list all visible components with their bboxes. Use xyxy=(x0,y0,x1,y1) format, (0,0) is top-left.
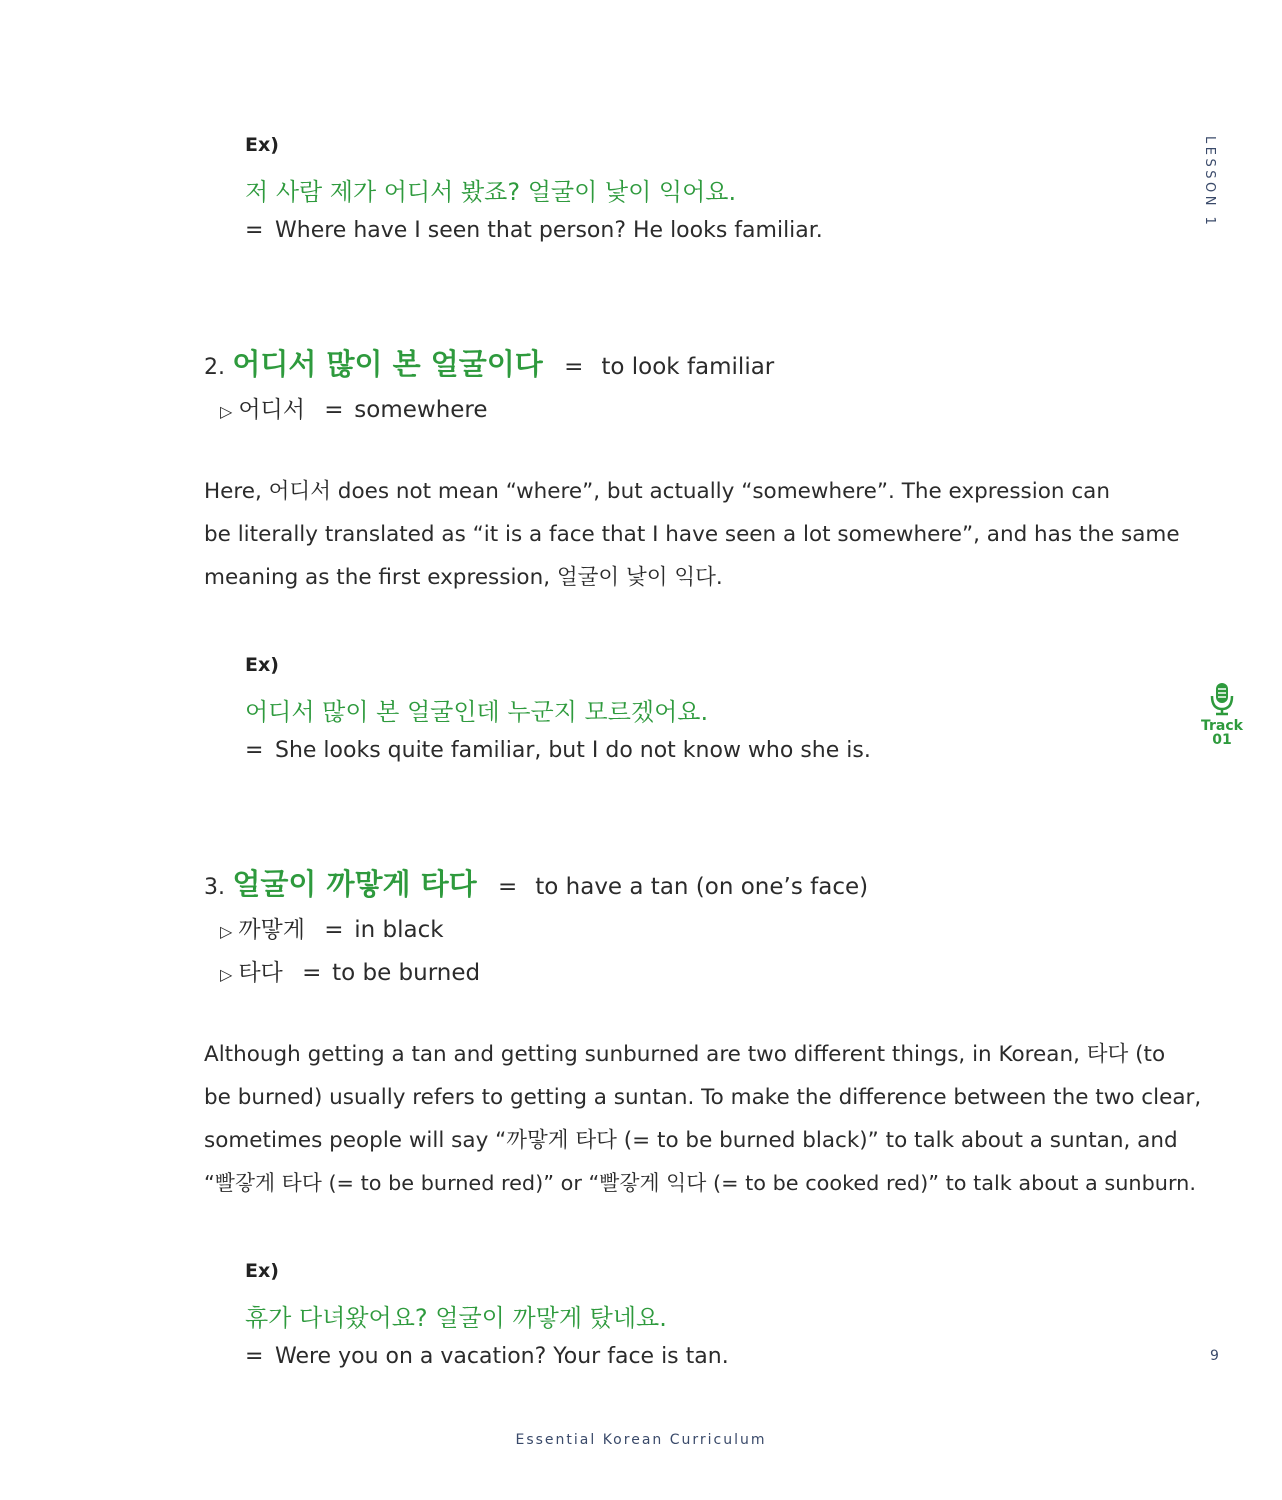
example-english xyxy=(245,218,823,243)
microphone-icon xyxy=(1210,682,1234,716)
explanation-paragraph xyxy=(204,470,1180,599)
vocab-meaning: somewhere xyxy=(354,397,488,423)
example-translation: She looks quite familiar, but I do not know who she is. xyxy=(275,738,871,763)
section-number: 3. xyxy=(204,875,225,900)
section-meaning: to look familiar xyxy=(601,354,775,380)
track-label: Track xyxy=(1201,718,1243,734)
explanation-paragraph xyxy=(204,1033,1201,1205)
section-meaning: to have a tan (on one’s face) xyxy=(535,874,869,900)
example-korean: 휴가 다녀왔어요? 얼굴이 까맣게 탔네요. xyxy=(245,1304,667,1332)
example-label: Ex) xyxy=(245,1260,279,1282)
example-english xyxy=(245,1344,729,1369)
example-korean: 어디서 많이 본 얼굴인데 누군지 모르겠어요. xyxy=(245,698,709,726)
section-term: 얼굴이 까맣게 타다 xyxy=(232,867,477,901)
section-3-heading xyxy=(204,862,868,903)
example-korean: 저 사람 제가 어디서 봤죠? 얼굴이 낯이 익어요. xyxy=(245,178,737,206)
equals-sign: = xyxy=(564,354,584,380)
equals-sign: = xyxy=(245,218,264,243)
paragraph-line: sometimes people will say “까맣게 타다 (= to be burned black)” to talk about a suntan, and xyxy=(204,1128,1178,1153)
vocab-item xyxy=(220,954,480,987)
equals-sign: = xyxy=(497,874,518,900)
vocab-word: 타다 xyxy=(238,960,283,986)
equals-sign: = xyxy=(245,738,264,763)
page-number: 9 xyxy=(1210,1348,1219,1364)
equals-sign: = xyxy=(245,1344,264,1369)
equals-sign: = xyxy=(302,960,322,986)
vocab-meaning: in black xyxy=(354,917,444,943)
paragraph-line: be literally translated as “it is a face that I have seen a lot somewhere”, and has the same xyxy=(204,522,1180,547)
vocab-word: 어디서 xyxy=(238,397,305,423)
vocab-meaning: to be burned xyxy=(332,960,481,986)
track-number: 01 xyxy=(1212,732,1232,748)
triangle-bullet-icon: ▷ xyxy=(220,922,233,941)
vocab-item xyxy=(220,391,488,424)
equals-sign: = xyxy=(324,397,344,423)
vocab-item xyxy=(220,911,444,944)
triangle-bullet-icon: ▷ xyxy=(220,402,233,421)
footer-title: Essential Korean Curriculum xyxy=(515,1432,767,1448)
example-translation: Were you on a vacation? Your face is tan. xyxy=(275,1344,729,1369)
example-english xyxy=(245,738,871,763)
example-translation: Where have I seen that person? He looks familiar. xyxy=(275,218,823,243)
paragraph-line: Although getting a tan and getting sunburned are two different things, in Korean, 타다 (to xyxy=(204,1042,1166,1067)
paragraph-line: be burned) usually refers to getting a suntan. To make the difference between the two clear, xyxy=(204,1085,1202,1110)
example-label: Ex) xyxy=(245,654,279,676)
section-term: 어디서 많이 본 얼굴이다 xyxy=(232,347,543,381)
paragraph-line: meaning as the first expression, 얼굴이 낯이 익다. xyxy=(204,565,723,590)
equals-sign: = xyxy=(324,917,344,943)
triangle-bullet-icon: ▷ xyxy=(220,965,233,984)
section-number: 2. xyxy=(204,355,225,380)
vocab-word: 까맣게 xyxy=(238,917,305,943)
paragraph-line: “빨갛게 타다 (= to be burned red)” or “빨갛게 익다 (= to be cooked red)” to talk about a sunburn. xyxy=(204,1171,1196,1195)
lesson-label: LESSON 1 xyxy=(1202,136,1217,229)
example-label: Ex) xyxy=(245,134,279,156)
audio-track-button[interactable] xyxy=(1198,682,1246,747)
paragraph-line: Here, 어디서 does not mean “where”, but actually “somewhere”. The expression can xyxy=(204,479,1110,504)
section-2-heading xyxy=(204,342,774,383)
